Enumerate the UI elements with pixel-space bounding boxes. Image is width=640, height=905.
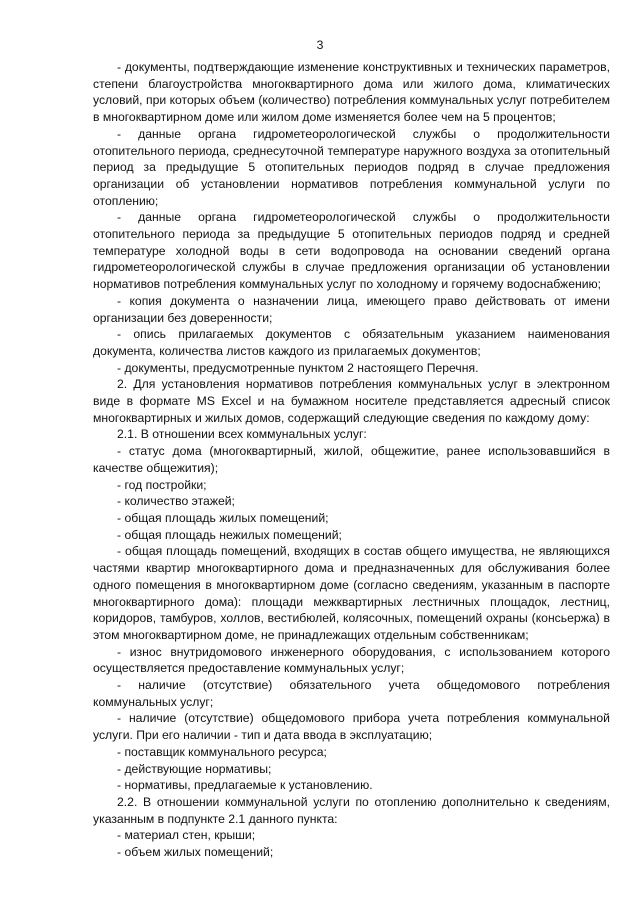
document-body: [93, 59, 610, 861]
paragraph: - наличие (отсутствие) обязательного учета общедомового потребления коммунальных услуг;: [93, 678, 610, 709]
paragraph: - документы, подтверждающие изменение конструктивных и технических параметров, степени благоустройства многоквартирного дома или жилого дома, климатических условий, при которых объем (количество) потребления коммунальных услуг потребителем в многоквартирном доме или жилом доме изменяется более чем на 5 процентов;: [93, 60, 610, 125]
paragraph: - копия документа о назначении лица, имеющего право действовать от имени организации без доверенности;: [93, 293, 610, 325]
paragraph: - документы, предусмотренные пунктом 2 настоящего Перечня.: [117, 360, 479, 375]
paragraph: - год постройки;: [117, 477, 207, 492]
paragraph: - данные органа гидрометеорологической службы о продолжительности отопительного периода, среднесуточной температуре наружного воздуха за отопительный период за предыдущие 5 отопительных периодов подряд в случае предложения организации об установлении нормативов потребления коммунальной услуги по отоплению;: [93, 126, 610, 208]
paragraph: - износ внутридомового инженерного оборудования, с использованием которого осуществляется предоставление коммунальных услуг;: [93, 644, 610, 676]
paragraph: - статус дома (многоквартирный, жилой, общежитие, ранее использовавшийся в качестве общежития);: [93, 444, 610, 475]
paragraph: - общая площадь помещений, входящих в состав общего имущества, не являющихся частями квартир многоквартирного дома и предназначенных для обслуживания более одного помещения в многоквартирном доме (согласно сведениям, указанным в паспорте многоквартирного дома): площади межквартирных лестничных площадок, лестниц, коридоров, тамбуров, холлов, вестибюлей, колясочных, помещений охраны (консьержа) в этом многоквартирном доме, не принадлежащих отдельным собственникам;: [93, 544, 610, 642]
page-number: 3: [316, 38, 324, 52]
paragraph: - материал стен, крыши;: [117, 828, 256, 843]
paragraph: - опись прилагаемых документов с обязательным указанием наименования документа, количества листов каждого из прилагаемых документов;: [93, 327, 610, 358]
paragraph: - данные органа гидрометеорологической службы о продолжительности отопительного периода за предыдущие 5 отопительных периодов подряд и средней температуре холодной воды в сети водопровода на основании сведений органа гидрометеорологической службы в случае предложения организации об установлении нормативов потребления коммунальных услуг по холодному и горячему водоснабжению;: [93, 210, 610, 292]
paragraph: - объем жилых помещений;: [117, 845, 274, 860]
paragraph: - количество этажей;: [117, 494, 235, 509]
paragraph: - действующие нормативы;: [117, 761, 272, 776]
paragraph: - нормативы, предлагаемые к установлению.: [117, 778, 373, 793]
paragraph: - общая площадь нежилых помещений;: [117, 527, 342, 542]
paragraph: 2. Для установления нормативов потребления коммунальных услуг в электронном виде в формате MS Excel и на бумажном носителе представляется адресный список многоквартирных и жилых домов, содержащий следующие сведения по каждому дому:: [93, 377, 610, 425]
paragraph: - поставщик коммунального ресурса;: [117, 744, 327, 759]
paragraph: 2.1. В отношении всех коммунальных услуг:: [117, 427, 367, 442]
paragraph: 2.2. В отношении коммунальной услуги по отоплению дополнительно к сведениям, указанным в подпункте 2.1 данного пункта:: [93, 794, 610, 826]
paragraph: - наличие (отсутствие) общедомового прибора учета потребления коммунальной услуги. При его наличии - тип и дата ввода в эксплуатацию;: [93, 711, 610, 743]
paragraph: - общая площадь жилых помещений;: [117, 510, 329, 525]
